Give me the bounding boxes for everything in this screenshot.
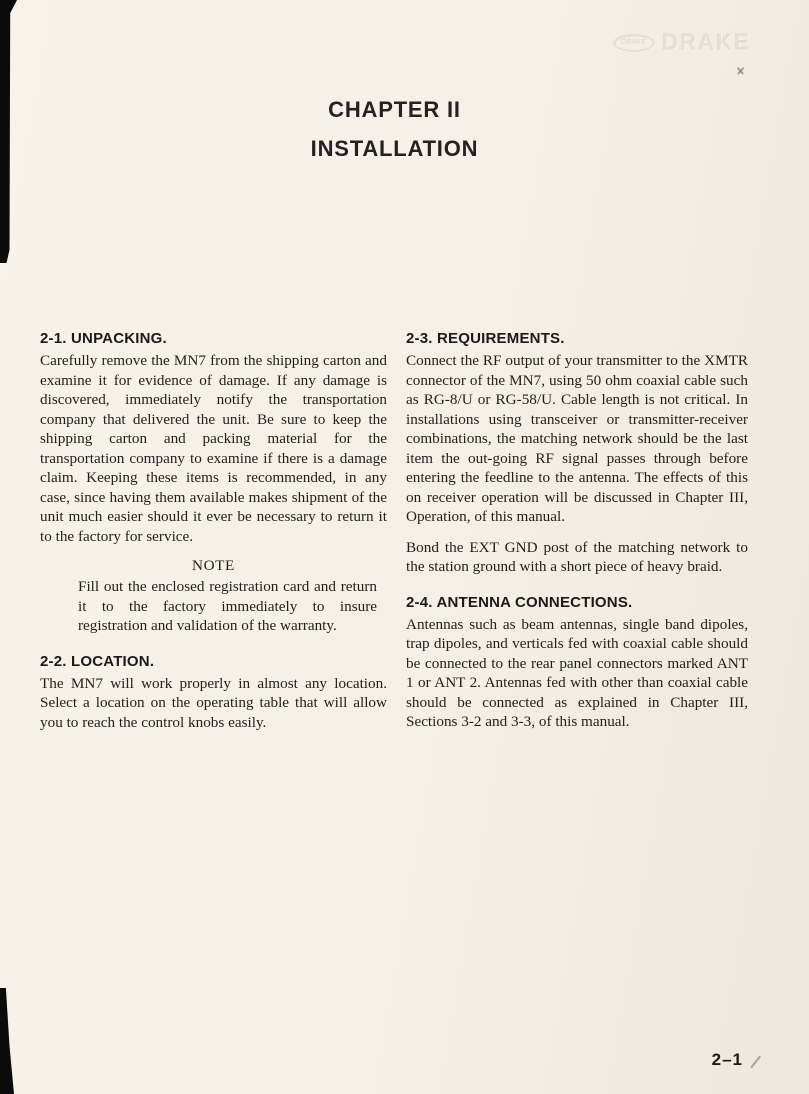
drake-badge-text: DRAKE (621, 39, 647, 46)
section-body-2-3-p1: Connect the RF output of your transmitter to the XMTR connector of the MN7, using 50 ohm coaxial cable such as RG-8/U or RG-58/U. Cable length is not critical. In installations using transceiver or transmitter-receiver combinations, the matching network should be the last item the out-going RF signal passes through before entering the feedline to the antenna. The effects of this on receiver operation will be discussed in Chapter III, Operation, of this manual. (406, 352, 748, 525)
drake-oval-badge-icon (613, 34, 655, 52)
right-column (406, 330, 748, 743)
chapter-subtitle: INSTALLATION (310, 136, 479, 161)
left-column (40, 330, 387, 743)
drake-logo (613, 29, 751, 56)
section-body-2-1: Carefully remove the MN7 from the shipping carton and examine it for evidence of damage. If any damage is discovered, immediately notify the transportation company that delivered the unit. Be sure to keep the shipping carton and packing material for the transportation company to examine if there is a damage claim. Keeping these items is recommended, in any case, since having them available makes shipment of the unit much easier should it ever be necessary to return it to the factory for service. (40, 352, 387, 545)
section-body-2-3-p2: Bond the EXT GND post of the matching network to the station ground with a short piece of heavy braid. (406, 538, 748, 575)
section-heading-2-1: 2-1. UNPACKING. (40, 330, 167, 347)
section-heading-2-3: 2-3. REQUIREMENTS. (406, 330, 565, 347)
drake-wordmark: DRAKE (661, 29, 751, 55)
section-body-2-4: Antennas such as beam antennas, single band dipoles, trap dipoles, and verticals fed with coaxial cable should be connected to the rear panel connectors marked ANT 1 or ANT 2. Antennas fed with other than coaxial cable should be connected as explained in Chapter III, Sections 3-2 and 3-3, of this manual. (406, 615, 748, 730)
section-body-2-2: The MN7 will work properly in almost any location. Select a location on the operating table that will allow you to reach the control knobs easily. (40, 674, 387, 731)
note-body: Fill out the enclosed registration card and return it to the factory immediately to insure registration and validation of the warranty. (78, 578, 377, 634)
chapter-title: CHAPTER II (328, 97, 461, 122)
note-title: NOTE (192, 557, 235, 574)
page-number: 2–1 (711, 1050, 743, 1069)
scan-scratch-bottom-right (750, 1055, 760, 1068)
note-block (40, 557, 387, 636)
scan-artifact-bottom-left (0, 988, 14, 1094)
chapter-header (0, 97, 789, 162)
section-heading-2-4: 2-4. ANTENNA CONNECTIONS. (406, 593, 633, 611)
section-heading-2-2: 2-2. LOCATION. (40, 652, 155, 670)
